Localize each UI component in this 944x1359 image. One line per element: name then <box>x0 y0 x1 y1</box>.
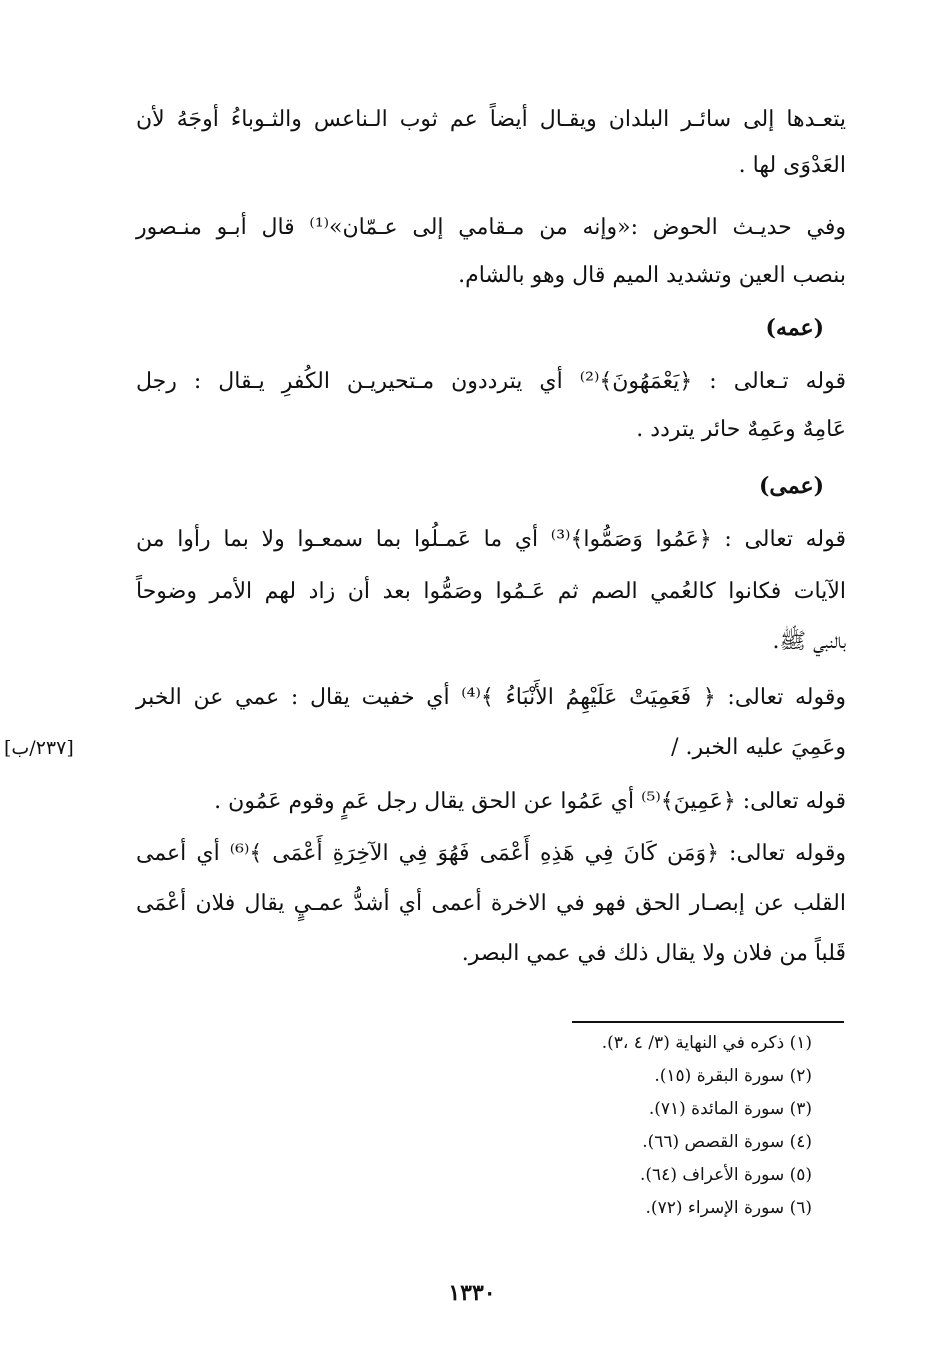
footnote-2: (٢) سورة البقرة (١٥). <box>654 1066 812 1086</box>
text-line-13: وقوله تعالى: ﴿وَمَن كَانَ فِي هَذِهِ أَعْمَى فَهُوَ فِي الآخِرَةِ أَعْمَى ﴾⁽⁶⁾ أي أعمى <box>136 841 846 866</box>
text-line-6: عَامِهٌ وعَمِهٌ حائر يتردد . <box>636 417 846 442</box>
text-line-2: العَدْوَى لها . <box>738 153 846 178</box>
footnote-6: (٦) سورة الإسراء (٧٢). <box>645 1198 812 1218</box>
text-line-8: الآيات فكانوا كالعُمي الصم ثم عَـمُوا وصَمُّوا بعد أن زاد لهم الأمر وضوحاً <box>136 579 846 604</box>
text-line-10: وقوله تعالى: ﴿ فَعَمِيَتْ عَلَيْهِمُ الأَنْبَاءُ ﴾⁽⁴⁾ أي خفيت يقال : عمي عن الخبر <box>136 685 846 710</box>
footnote-1: (١) ذكره في النهاية (٣/ ٤ ،٣). <box>601 1033 812 1053</box>
text-line-11: وعَمِيَ عليه الخبر. / <box>671 735 846 760</box>
entry-heading-ama: (عمى) <box>758 473 824 499</box>
text-line-4: بنصب العين وتشديد الميم قال وهو بالشام. <box>458 263 846 288</box>
text-line-1: يتعـدها إلى سائـر البلدان ويقـال أيضاً عم ثوب الـناعس والثـوباءُ أوجَهُ لأن <box>136 107 846 132</box>
folio-margin-note: [٢٣٧/ب] <box>4 737 74 759</box>
text-line-14: القلب عن إبصـار الحق فهو في الاخرة أعمى أي أشدُّ عمـيٍ يقال فلان أعْمَى <box>136 891 846 916</box>
footnote-divider <box>572 1021 844 1023</box>
text-line-7: قوله تعالى : ﴿عَمُوا وَصَمُّوا﴾⁽³⁾ أي ما عَمـلُوا بما سمعـوا ولا بما رأوا من <box>136 527 846 552</box>
entry-heading-ameh: (عمه) <box>765 315 824 341</box>
footnote-3: (٣) سورة المائدة (٧١). <box>648 1099 812 1119</box>
text-line-12: قوله تعالى: ﴿عَمِينَ﴾⁽⁵⁾ أي عَمُوا عن الحق يقال رجل عَمٍ وقوم عَمُون . <box>214 789 846 814</box>
footnote-5: (٥) سورة الأعراف (٦٤). <box>640 1165 812 1185</box>
page-number: ١٣٣٠ <box>448 1280 496 1306</box>
footnote-4: (٤) سورة القصص (٦٦). <box>642 1132 812 1152</box>
text-line-9: بالنبي ﷺ. <box>772 629 846 654</box>
text-line-5: قوله تـعالى : ﴿يَعْمَهُونَ﴾⁽²⁾ أي يترددون مـتحيريـن الكُفرِ يـقال : رجل <box>136 369 847 394</box>
text-line-3: وفي حديـث الحوض :«وإنه من مـقامي إلى عـمّان»⁽¹⁾ قال أبـو منـصور <box>136 215 846 240</box>
text-line-15: قَلباً من فلان ولا يقال ذلك في عمي البصر. <box>461 941 846 966</box>
